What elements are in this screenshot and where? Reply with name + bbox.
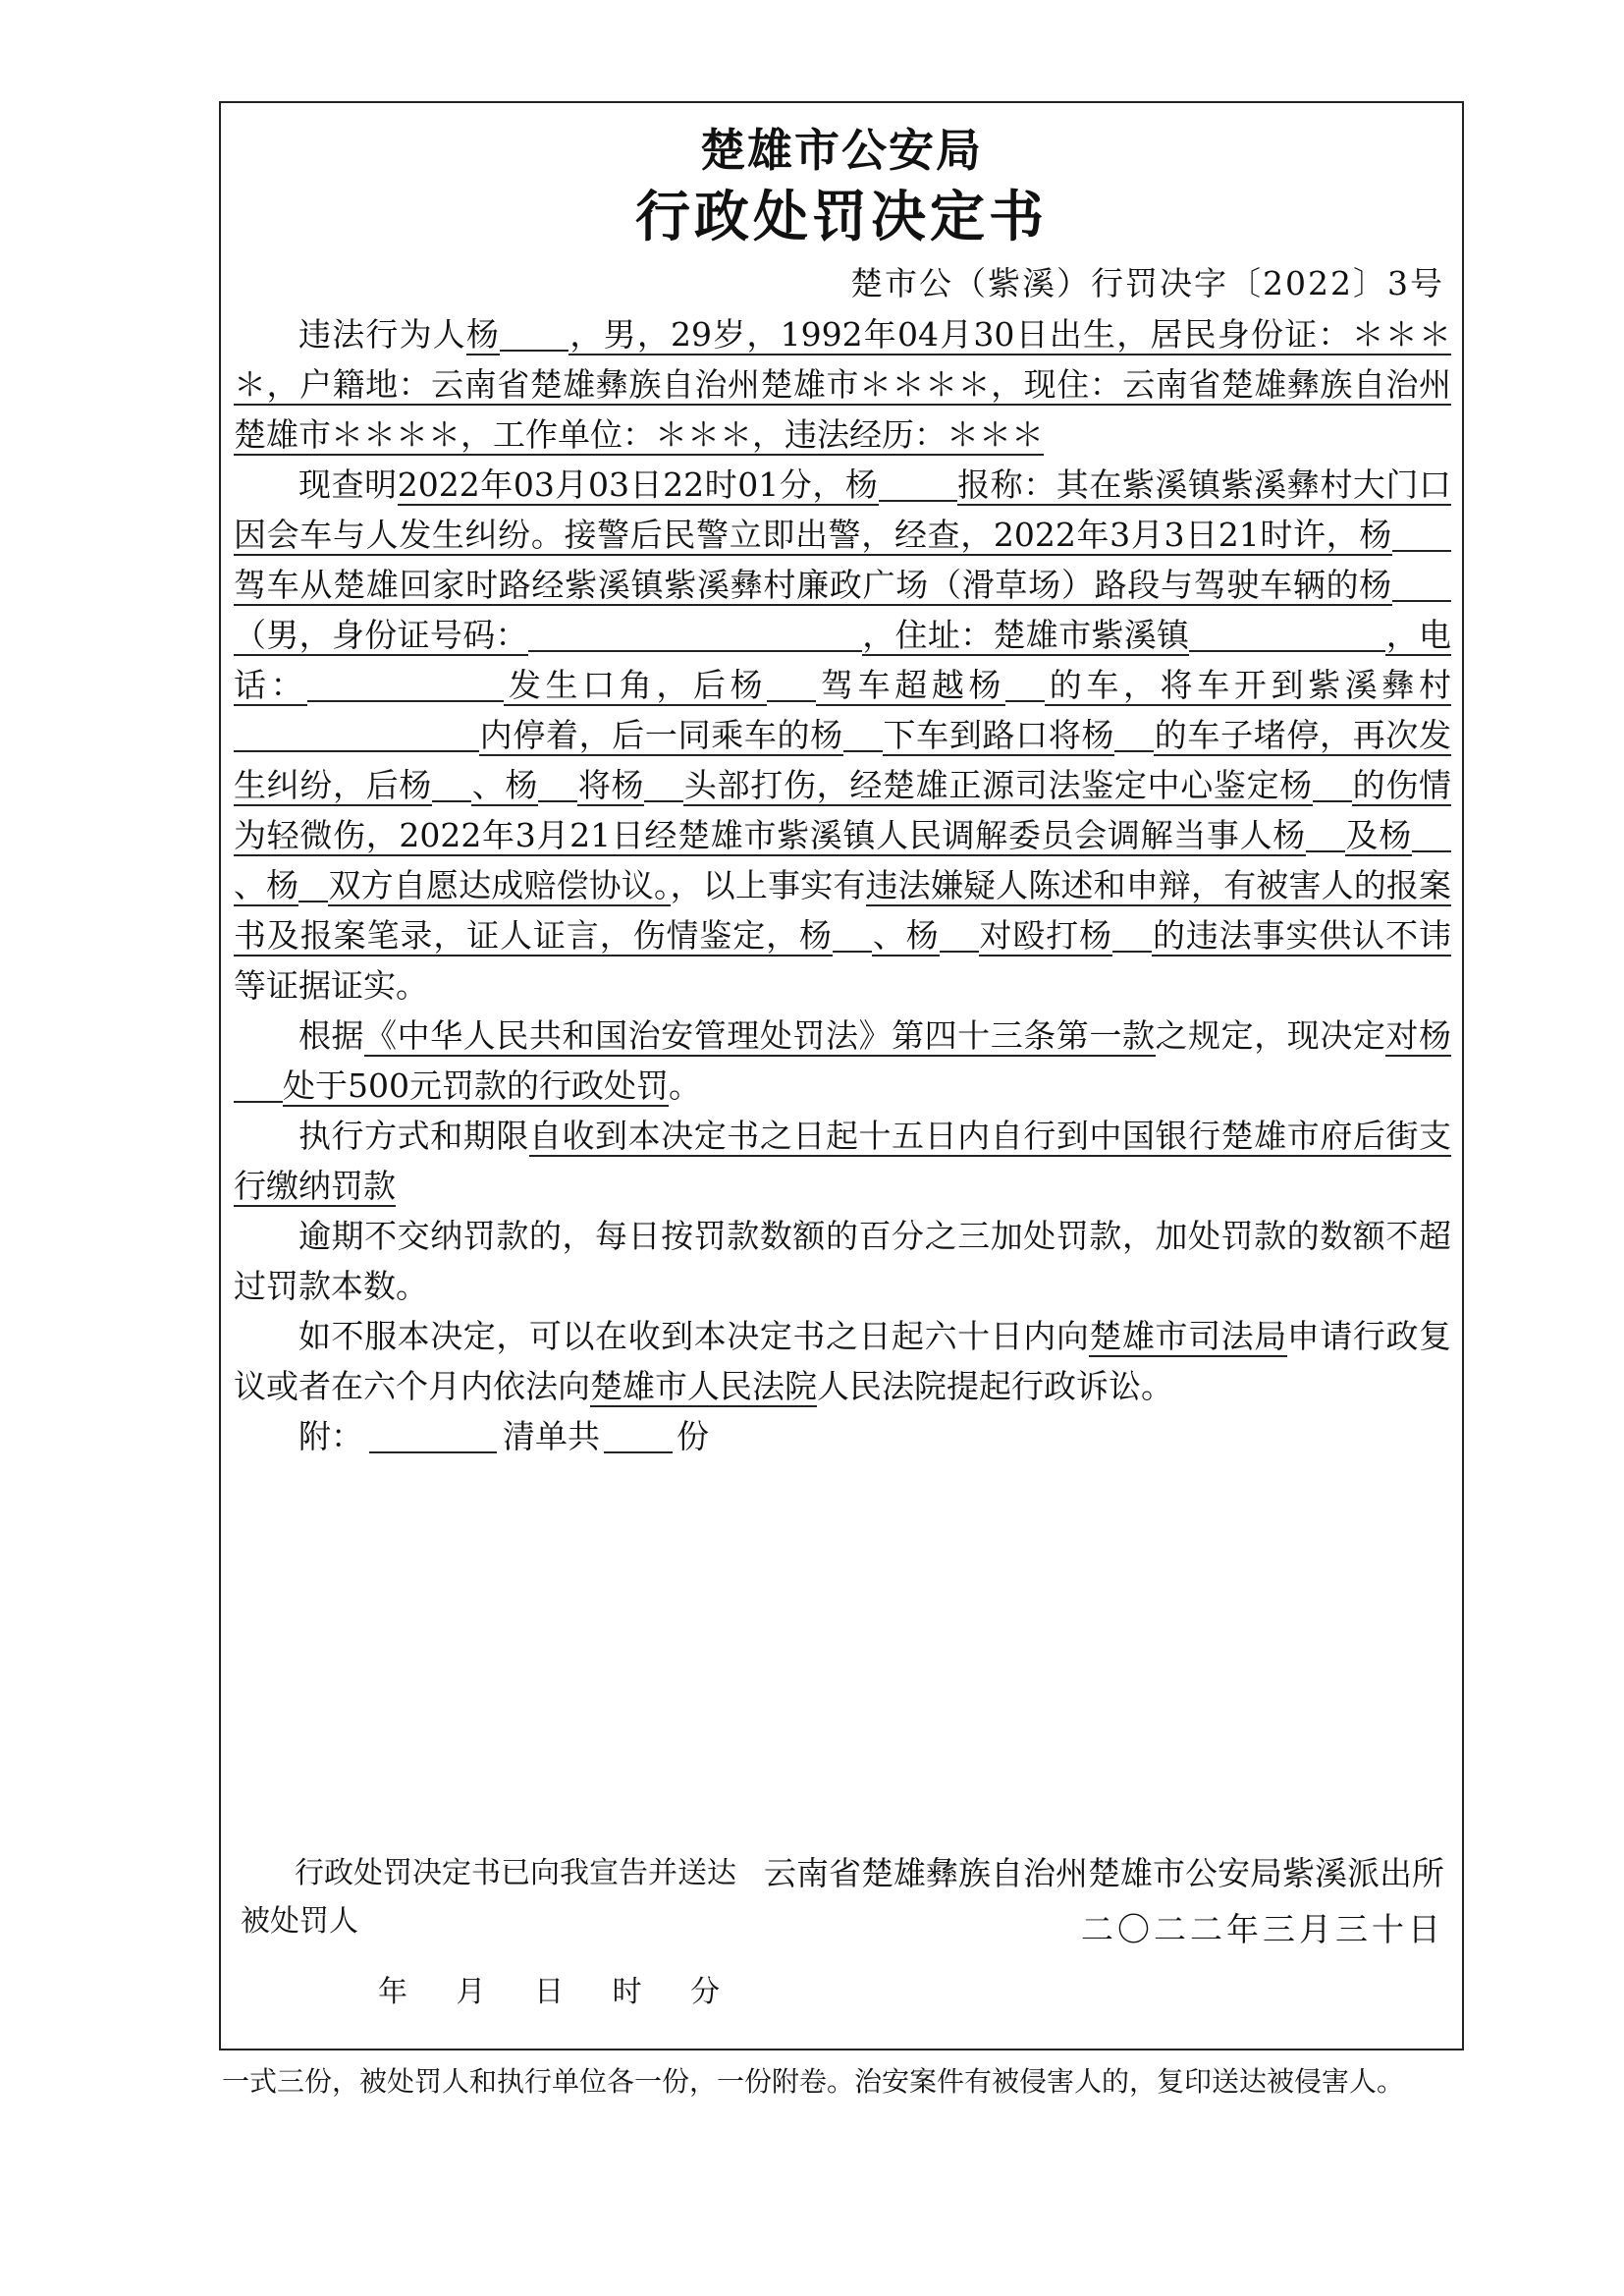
facts-text: 下车到路口将杨	[882, 716, 1115, 754]
facts-text: 将杨	[577, 766, 645, 804]
court-name: 楚雄市人民法院	[590, 1367, 817, 1405]
facts-text: 的车子堵停，再次发生纠纷，后杨	[234, 716, 1452, 804]
redacted-field	[307, 667, 504, 702]
facts-text: ，以上事实有	[670, 866, 866, 904]
redacted-field	[1306, 817, 1345, 852]
redacted-field	[1005, 667, 1045, 702]
redacted-field	[432, 767, 471, 802]
facts-text: 等证据证实。	[234, 966, 428, 1005]
redacted-field	[234, 717, 479, 752]
offender-address: 户籍地：云南省楚雄彝族自治州楚雄市＊＊＊＊，现住：云南省楚雄彝族自治州楚雄市＊＊＊＊，工作单位：＊＊＊，违法经历：＊＊＊	[234, 365, 1452, 454]
document-number: 楚市公（紫溪）行罚决字〔2022〕3号	[850, 264, 1444, 302]
offender-details: ，男，29岁，1992年04月30日出生，居民身份证：＊＊＊＊，	[234, 315, 1451, 404]
late-payment-paragraph: 逾期不交纳罚款的，每日按罚款数额的百分之三加处罚款，加处罚款的数额不超过罚款本数。	[234, 1217, 1451, 1305]
redacted-field	[843, 717, 883, 752]
redacted-field	[767, 667, 816, 702]
issuing-organization: 云南省楚雄彝族自治州楚雄市公安局紫溪派出所	[764, 1854, 1444, 1892]
basis-text: 之规定，现决定	[1155, 1016, 1386, 1055]
appeal-text: 人民法院提起行政诉讼。	[817, 1367, 1173, 1405]
facts-text: 报称：其在紫溪镇紫溪彝村大门口因会车与人发生纠纷。接警后民警立即出警，经查，2022年3月3日21时许，杨	[234, 465, 1452, 554]
appeal-text: 如不服本决定，可以在收到本决定书之日起六十日内向	[298, 1317, 1090, 1355]
basis-paragraph	[234, 1011, 1451, 1111]
redacted-field	[644, 767, 683, 802]
redacted-field	[234, 1067, 283, 1103]
redacted-field	[940, 917, 979, 953]
attachment-label: 附：	[298, 1417, 363, 1455]
agency-title: 楚雄市公安局	[700, 124, 983, 177]
redacted-field	[1114, 717, 1154, 752]
facts-text: ，住址：楚雄市紫溪镇	[861, 616, 1190, 654]
decision-text: 对杨	[1385, 1016, 1452, 1055]
facts-label: 现查明	[298, 465, 398, 504]
offender-name: 杨	[466, 315, 501, 354]
redacted-field	[538, 767, 577, 802]
attachment-count-blank	[604, 1418, 673, 1453]
facts-text: 驾车从楚雄回家时路经紫溪镇紫溪彝村廉政广场（滑草场）路段与驾驶车辆的杨	[234, 566, 1392, 604]
facts-text: 的伤情为轻微伤，2022年3月21日经楚雄市紫溪镇人民调解委员会调解当事人杨	[234, 766, 1452, 854]
attachment-blank	[369, 1418, 497, 1453]
appeal-text: 申请行政复议或者在六个月内依法向	[234, 1317, 1452, 1405]
document-body	[234, 309, 1451, 1461]
redacted-field	[1189, 617, 1385, 652]
execution-paragraph	[234, 1111, 1451, 1211]
time-fields: 年 月 日 时 分	[378, 1975, 721, 2009]
basis-end: 。	[669, 1066, 701, 1105]
redacted-field	[500, 316, 568, 352]
announcement-text: 行政处罚决定书已向我宣告并送达	[295, 1856, 736, 1890]
execution-label: 执行方式和期限	[298, 1117, 529, 1155]
evidence-text: 对殴打杨	[978, 916, 1113, 955]
redacted-field	[298, 867, 328, 902]
review-authority: 楚雄市司法局	[1089, 1317, 1287, 1355]
offender-paragraph	[234, 309, 1451, 460]
offender-label: 违法行为人	[298, 315, 467, 354]
facts-text: 双方自愿达成赔偿协议。	[328, 866, 671, 904]
document-frame	[219, 101, 1464, 2050]
redacted-field	[833, 917, 872, 953]
facts-text: 驾车超越杨	[816, 666, 1006, 704]
facts-text: ，电话：	[234, 616, 1452, 704]
facts-text: 2022年03月03日22时01分，杨	[397, 465, 879, 504]
recipient-label: 被处罚人	[241, 1904, 358, 1939]
redacted-field	[1112, 917, 1152, 953]
basis-label: 根据	[298, 1016, 365, 1055]
evidence-text: 的违法事实供认不讳	[1152, 916, 1452, 955]
attachment-line	[234, 1411, 1451, 1461]
evidence-text: 违法嫌疑人陈述和申辩，有被害人的报案书及报案笔录，证人证言，伤情鉴定，杨	[234, 866, 1452, 955]
appeal-paragraph	[234, 1311, 1451, 1411]
issue-date: 二〇二二年三月三十日	[1081, 1910, 1444, 1948]
facts-text: 头部打伤，经楚雄正源司法鉴定中心鉴定杨	[683, 766, 1313, 804]
redacted-field	[1412, 817, 1451, 852]
facts-text: 发生口角，后杨	[504, 666, 768, 704]
redacted-field	[1313, 767, 1352, 802]
facts-text: 、杨	[471, 766, 539, 804]
redacted-field	[1392, 567, 1451, 602]
law-citation: 《中华人民共和国治安管理处罚法》第四十三条第一款	[364, 1016, 1156, 1055]
decision-text: 处于500元罚款的行政处罚	[283, 1066, 669, 1105]
facts-text: 及杨	[1344, 816, 1412, 854]
redacted-field	[879, 466, 957, 502]
redacted-field	[1392, 517, 1451, 552]
facts-text: （男，身份证号码：	[234, 616, 528, 654]
execution-text: 自收到本决定书之日起十五日内自行到中国银行楚雄市府后街支行缴纳罚款	[234, 1117, 1452, 1205]
facts-text: 的车，将车开到紫溪彝村	[1045, 666, 1452, 704]
facts-paragraph	[234, 460, 1451, 1011]
redacted-field	[528, 617, 862, 652]
facts-text: 内停着，后一同乘车的杨	[479, 716, 843, 754]
attachment-unit: 份	[677, 1417, 709, 1455]
evidence-text: 、杨	[871, 916, 940, 955]
attachment-text: 清单共	[503, 1417, 600, 1455]
footer-note: 一式三份，被处罚人和执行单位各一份，一份附卷。治安案件有被侵害人的，复印送达被侵害人。	[222, 2065, 1405, 2098]
document-type-title: 行政处罚决定书	[635, 185, 1048, 249]
facts-text: 、杨	[234, 866, 299, 904]
